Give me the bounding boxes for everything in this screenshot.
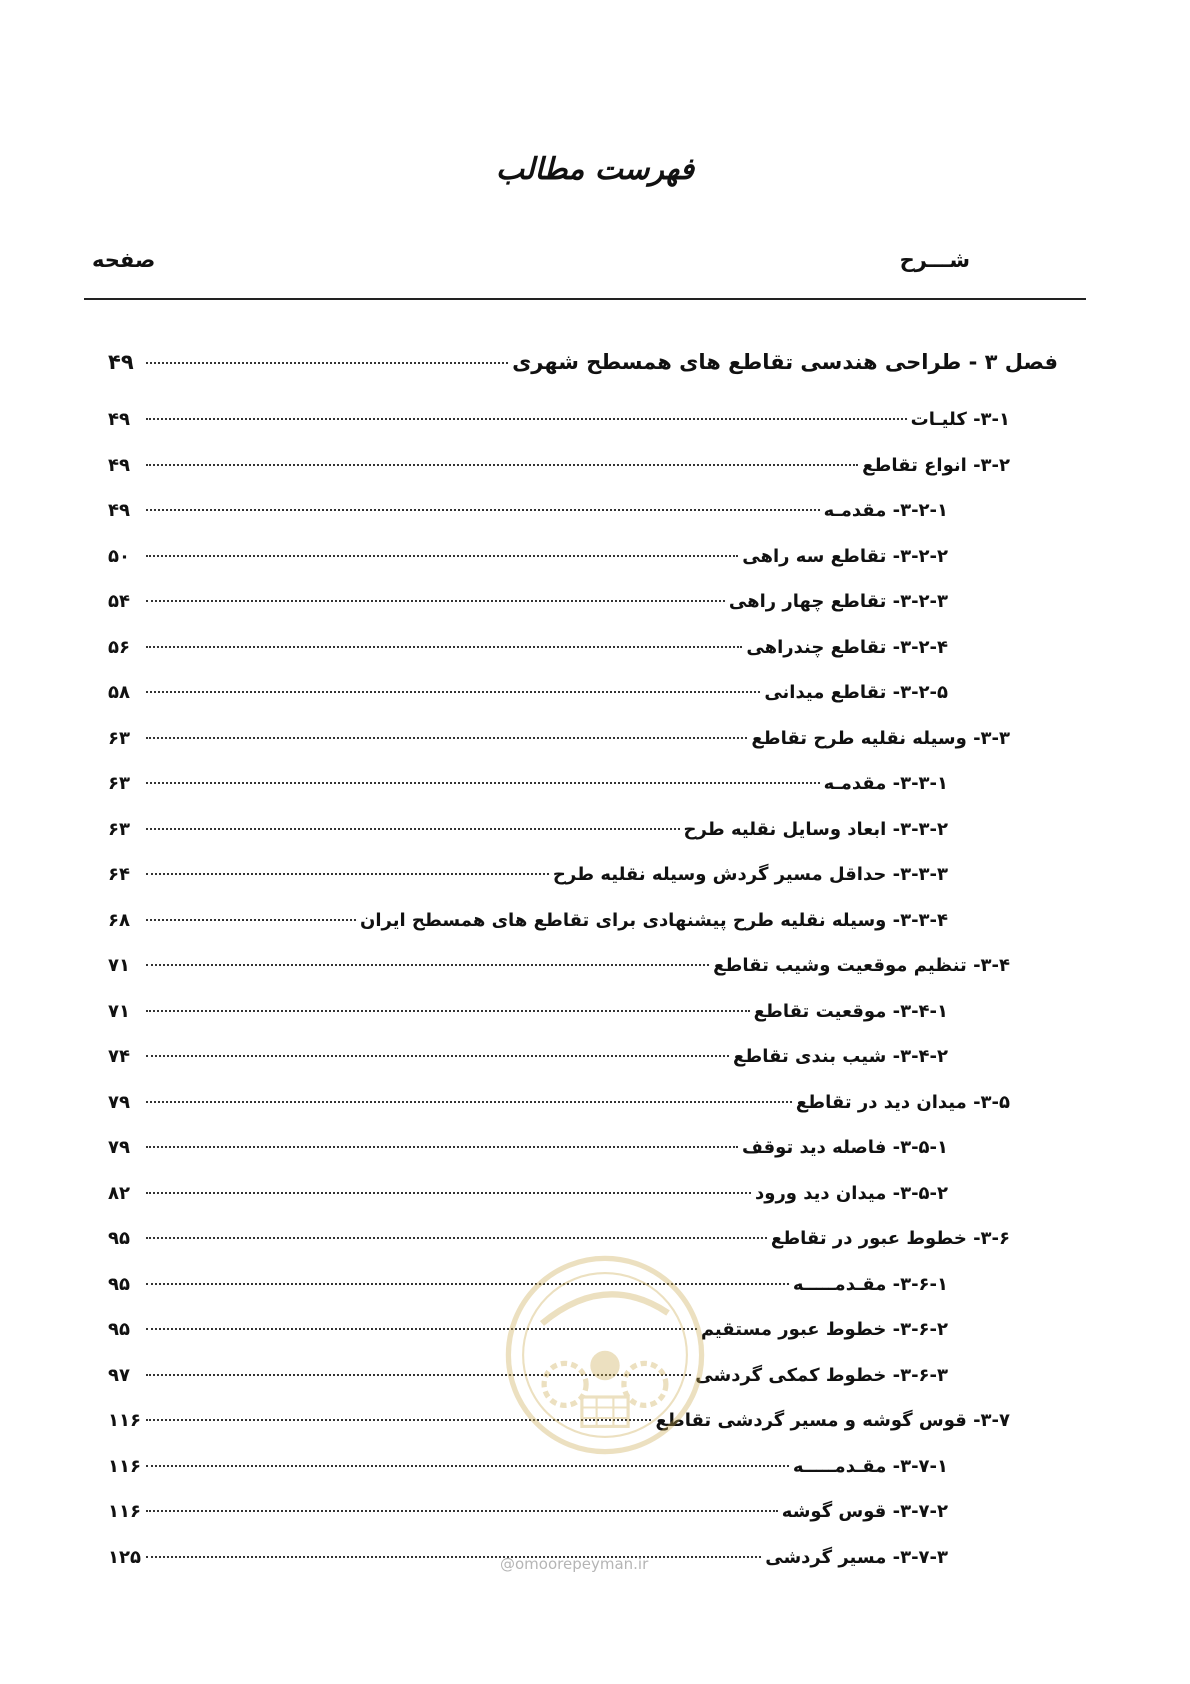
toc-entry-title: ۳-۲-۴- تقاطع چندراهی xyxy=(746,636,948,658)
toc-entry-title: ۳-۲-۵- تقاطع میدانی xyxy=(764,682,948,703)
toc-entry-title: ۳-۱- کلیـات xyxy=(910,409,1010,430)
toc-entry-title: ۳-۴- تنظیم موقعیت وشیب تقاطع xyxy=(713,955,1010,976)
toc-page-number: ۵۸ xyxy=(108,682,130,703)
toc-entry-title: ۳-۳-۳- حداقل مسیر گردش وسیله نقلیه طرح xyxy=(552,864,948,885)
toc-row xyxy=(108,546,1058,592)
toc-row xyxy=(108,819,1058,865)
toc-entry-title: ۳-۳-۱- مقدمـه xyxy=(823,773,948,794)
dot-leader xyxy=(146,691,760,693)
toc-page-number: ۱۱۶ xyxy=(108,1410,141,1431)
toc-row xyxy=(108,500,1058,546)
toc-row xyxy=(108,864,1058,910)
toc-entry-title: ۳-۴-۱- موقعیت تقاطع xyxy=(753,1000,948,1022)
toc-entry-title: فصل ۳ - طراحی هندسی تقاطع های همسطح شهری xyxy=(512,350,1058,374)
dot-leader xyxy=(146,782,820,784)
toc-row xyxy=(108,955,1058,1001)
description-column-header: شـــرح xyxy=(899,248,970,272)
toc-page-number: ۷۱ xyxy=(108,1000,130,1022)
toc-entry-title: ۳-۶-۲- خطوط عبور مستقیم xyxy=(700,1319,948,1340)
toc-page-number: ۴۹ xyxy=(108,350,134,374)
toc-row xyxy=(108,1046,1058,1092)
toc-page-number: ۹۵ xyxy=(108,1228,130,1249)
toc-chapter-row xyxy=(108,350,1058,409)
dot-leader xyxy=(146,828,680,830)
toc-row xyxy=(108,773,1058,819)
dot-leader xyxy=(146,555,738,557)
toc-page-number: ۶۳ xyxy=(108,773,130,794)
toc-row xyxy=(108,1456,1058,1502)
toc-page-number: ۴۹ xyxy=(108,454,130,476)
toc-row xyxy=(108,637,1058,683)
dot-leader xyxy=(146,646,742,648)
dot-leader xyxy=(146,362,508,364)
toc-entry-title: ۳-۷-۲- قوس گوشه xyxy=(781,1501,948,1522)
toc-row xyxy=(108,728,1058,774)
toc-page-number: ۷۹ xyxy=(108,1091,130,1113)
toc-entry-title: ۳-۴-۲- شیب بندی تقاطع xyxy=(732,1046,948,1067)
dot-leader xyxy=(146,737,747,739)
page-title: فهرست مطالب xyxy=(495,152,695,187)
toc-page-number: ۷۹ xyxy=(108,1137,130,1158)
toc-page-number: ۹۵ xyxy=(108,1273,130,1295)
toc-row xyxy=(108,910,1058,956)
toc-entry-title: ۳-۳-۴- وسیله نقلیه طرح پیشنهادی برای تقاطع های همسطح ایران xyxy=(360,909,948,931)
toc-page-number: ۸۲ xyxy=(108,1182,130,1204)
toc-page-number: ۹۵ xyxy=(108,1319,130,1340)
dot-leader xyxy=(146,1556,761,1558)
toc-row xyxy=(108,1001,1058,1047)
toc-page-number: ۹۷ xyxy=(108,1364,130,1386)
toc-row xyxy=(108,682,1058,728)
dot-leader xyxy=(146,964,709,966)
dot-leader xyxy=(146,1465,789,1467)
toc-page-number: ۷۱ xyxy=(108,955,130,976)
dot-leader xyxy=(146,418,907,420)
toc-page-number: ۱۲۵ xyxy=(108,1546,141,1568)
toc-page-number: ۴۹ xyxy=(108,500,130,521)
toc-page-number: ۴۹ xyxy=(108,409,130,430)
toc-entry-title: ۳-۶-۱- مقـدمـــــه xyxy=(792,1273,948,1295)
dot-leader xyxy=(146,919,356,921)
toc-row xyxy=(108,455,1058,501)
toc-entry-title: ۳-۶-۳- خطوط کمکی گردشی xyxy=(695,1364,948,1386)
toc-entry-title: ۳-۲- انواع تقاطع xyxy=(862,454,1010,476)
toc-page-number: ۱۱۶ xyxy=(108,1501,141,1522)
watermark-url: @omoorepeyman.ir xyxy=(500,1555,649,1573)
toc-entry-title: ۳-۵- میدان دید در تقاطع xyxy=(795,1091,1010,1113)
dot-leader xyxy=(146,1010,750,1012)
toc-row xyxy=(108,591,1058,637)
toc-row xyxy=(108,1092,1058,1138)
toc-row xyxy=(108,409,1058,455)
toc-page-number: ۶۳ xyxy=(108,818,130,840)
toc-row xyxy=(108,1501,1058,1547)
publisher-seal-logo xyxy=(500,1250,710,1460)
toc-row xyxy=(108,1183,1058,1229)
toc-page-number: ۶۴ xyxy=(108,864,130,885)
toc-entry-title: ۳-۳-۲- ابعاد وسایل نقلیه طرح xyxy=(683,818,948,840)
dot-leader xyxy=(146,509,820,511)
toc-entry-title: ۳-۷-۳- مسیر گردشی xyxy=(765,1546,948,1568)
toc-page-number: ۵۴ xyxy=(108,591,130,612)
dot-leader xyxy=(146,1192,751,1194)
dot-leader xyxy=(146,600,725,602)
toc-entry-title: ۳-۳- وسیله نقلیه طرح تقاطع xyxy=(751,727,1010,749)
dot-leader xyxy=(146,1237,767,1239)
dot-leader xyxy=(146,1055,729,1057)
toc-entry-title: ۳-۵-۱- فاصله دید توقف xyxy=(741,1137,948,1158)
toc-entry-title: ۳-۲-۳- تقاطع چهار راهی xyxy=(728,591,948,612)
toc-page-number: ۵۶ xyxy=(108,636,130,658)
toc-page-number: ۱۱۶ xyxy=(108,1455,141,1477)
dot-leader xyxy=(146,464,858,466)
toc-page-number: ۷۴ xyxy=(108,1046,130,1067)
toc-entry-title: ۳-۵-۲- میدان دید ورود xyxy=(755,1182,948,1204)
toc-row xyxy=(108,1137,1058,1183)
toc-entry-title: ۳-۷- قوس گوشه و مسیر گردشی تقاطع xyxy=(655,1410,1010,1431)
dot-leader xyxy=(146,1510,778,1512)
dot-leader xyxy=(146,873,549,875)
page-column-header: صفحه xyxy=(92,248,156,272)
toc-page-number: ۶۳ xyxy=(108,727,130,749)
dot-leader xyxy=(146,1101,792,1103)
toc-page-number: ۶۸ xyxy=(108,909,130,931)
header-divider xyxy=(84,298,1086,300)
toc-entry-title: ۳-۲-۲- تقاطع سه راهی xyxy=(742,545,948,567)
toc-entry-title: ۳-۷-۱- مقـدمـــــه xyxy=(792,1455,948,1477)
dot-leader xyxy=(146,1146,738,1148)
toc-entry-title: ۳-۶- خطوط عبور در تقاطع xyxy=(770,1228,1010,1249)
toc-entry-title: ۳-۲-۱- مقدمـه xyxy=(823,500,948,521)
toc-page-number: ۵۰ xyxy=(108,545,130,567)
